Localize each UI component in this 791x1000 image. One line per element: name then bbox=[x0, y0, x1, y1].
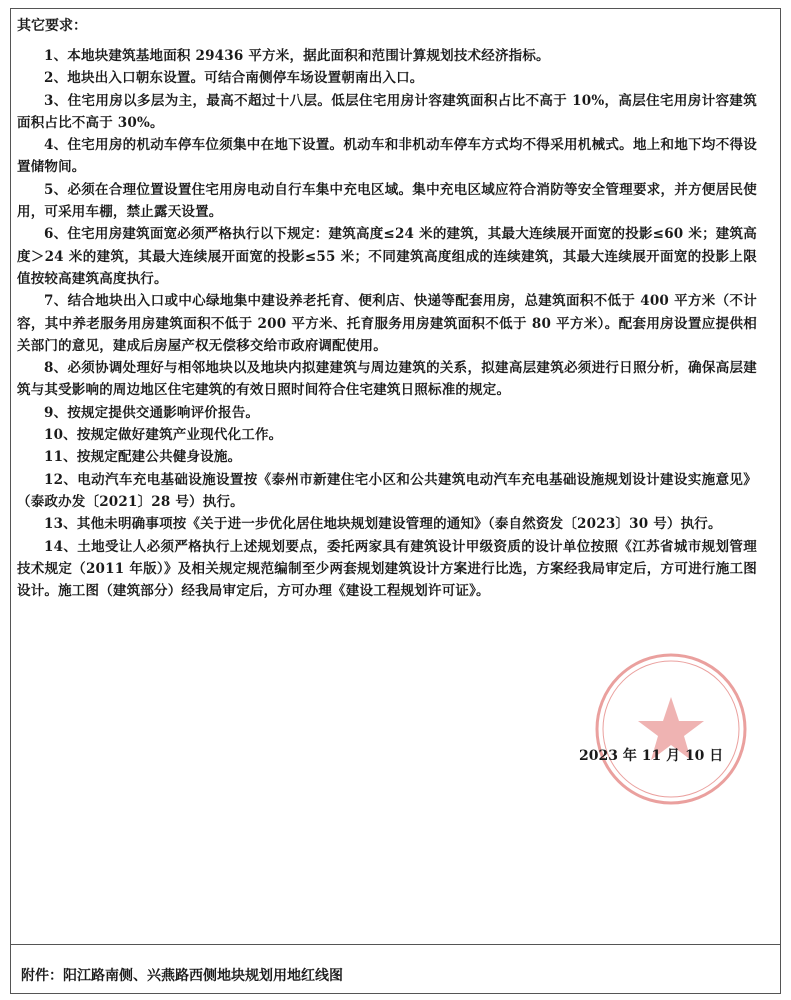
requirement-item-14: 14、土地受让人必须严格执行上述规划要点，委托两家具有建筑设计甲级资质的设计单位按照《江苏省城市规划管理技术规定（2011 年版）》及相关规定规范编制至少两套规划建筑设计方案进行比选，方案经我局审定后，方可进行施工图设计。施工图（建筑部分）经我局审定后，方可办理《建设工程规划许可证》。 bbox=[17, 538, 757, 600]
requirement-item-7: 7、结合地块出入口或中心绿地集中建设养老托育、便利店、快递等配套用房，总建筑面积不低于 400 平方米（不计容，其中养老服务用房建筑面积不低于 200 平方米、托育服务用房建筑面积不低于 80 平方米）。配套用房设置应提供相关部门的意见，建成后房屋产权无偿移交给市政府调配使用。 bbox=[17, 293, 757, 354]
requirement-item-10: 10、按规定做好建筑产业现代化工作。 bbox=[44, 427, 283, 444]
requirement-item-3: 3、住宅用房以多层为主，最高不超过十八层。低层住宅用房计容建筑面积占比不高于 10%，高层住宅用房计容建筑面积占比不高于 30%。 bbox=[17, 92, 757, 131]
section-heading: 其它要求： bbox=[17, 18, 87, 34]
official-seal-icon bbox=[591, 649, 751, 809]
requirement-item-4: 4、住宅用房的机动车停车位须集中在地下设置。机动车和非机动车停车方式均不得采用机械式。地上和地下均不得设置储物间。 bbox=[17, 137, 757, 176]
requirement-item-6: 6、住宅用房建筑面宽必须严格执行以下规定：建筑高度≤24 米的建筑，其最大连续展开面宽的投影≤60 米；建筑高度＞24 米的建筑，其最大连续展开面宽的投影≤55 米；不同建筑高度组成的连续建筑，其最大连续展开面宽的投影上限值按较高建筑高度执行。 bbox=[17, 226, 757, 287]
requirements-list bbox=[17, 45, 757, 602]
attachment-section bbox=[11, 945, 780, 993]
requirement-item-2: 2、地块出入口朝东设置。可结合南侧停车场设置朝南出入口。 bbox=[44, 70, 424, 87]
requirement-item-8: 8、必须协调处理好与相邻地块以及地块内拟建建筑与周边建筑的关系，拟建高层建筑必须进行日照分析，确保高层建筑与其受影响的周边地区住宅建筑的有效日照时间符合住宅建筑日照标准的规定。 bbox=[17, 360, 757, 399]
requirement-item-5: 5、必须在合理位置设置住宅用房电动自行车集中充电区域。集中充电区域应符合消防等安全管理要求，并方便居民使用，可采用车棚，禁止露天设置。 bbox=[17, 181, 757, 221]
attachment-label: 附件：阳江路南侧、兴燕路西侧地块规划用地红线图 bbox=[21, 968, 343, 984]
requirements-section bbox=[11, 9, 780, 945]
issue-date: 2023 年 11 月 10 日 bbox=[579, 748, 724, 764]
requirement-item-1: 1、本地块建筑基地面积 29436 平方米，据此面积和范围计算规划技术经济指标。 bbox=[44, 48, 550, 64]
requirement-item-13: 13、其他未明确事项按《关于进一步优化居住地块规划建设管理的通知》（泰自然资发〔2023〕30 号）执行。 bbox=[44, 516, 722, 533]
requirement-item-9: 9、按规定提供交通影响评价报告。 bbox=[44, 404, 260, 421]
requirement-item-12: 12、电动汽车充电基础设施设置按《泰州市新建住宅小区和公共建筑电动汽车充电基础设施规划设计建设实施意见》（泰政办发〔2021〕28 号）执行。 bbox=[17, 471, 757, 510]
requirement-item-11: 11、按规定配建公共健身设施。 bbox=[44, 449, 242, 466]
document-frame bbox=[10, 8, 781, 994]
